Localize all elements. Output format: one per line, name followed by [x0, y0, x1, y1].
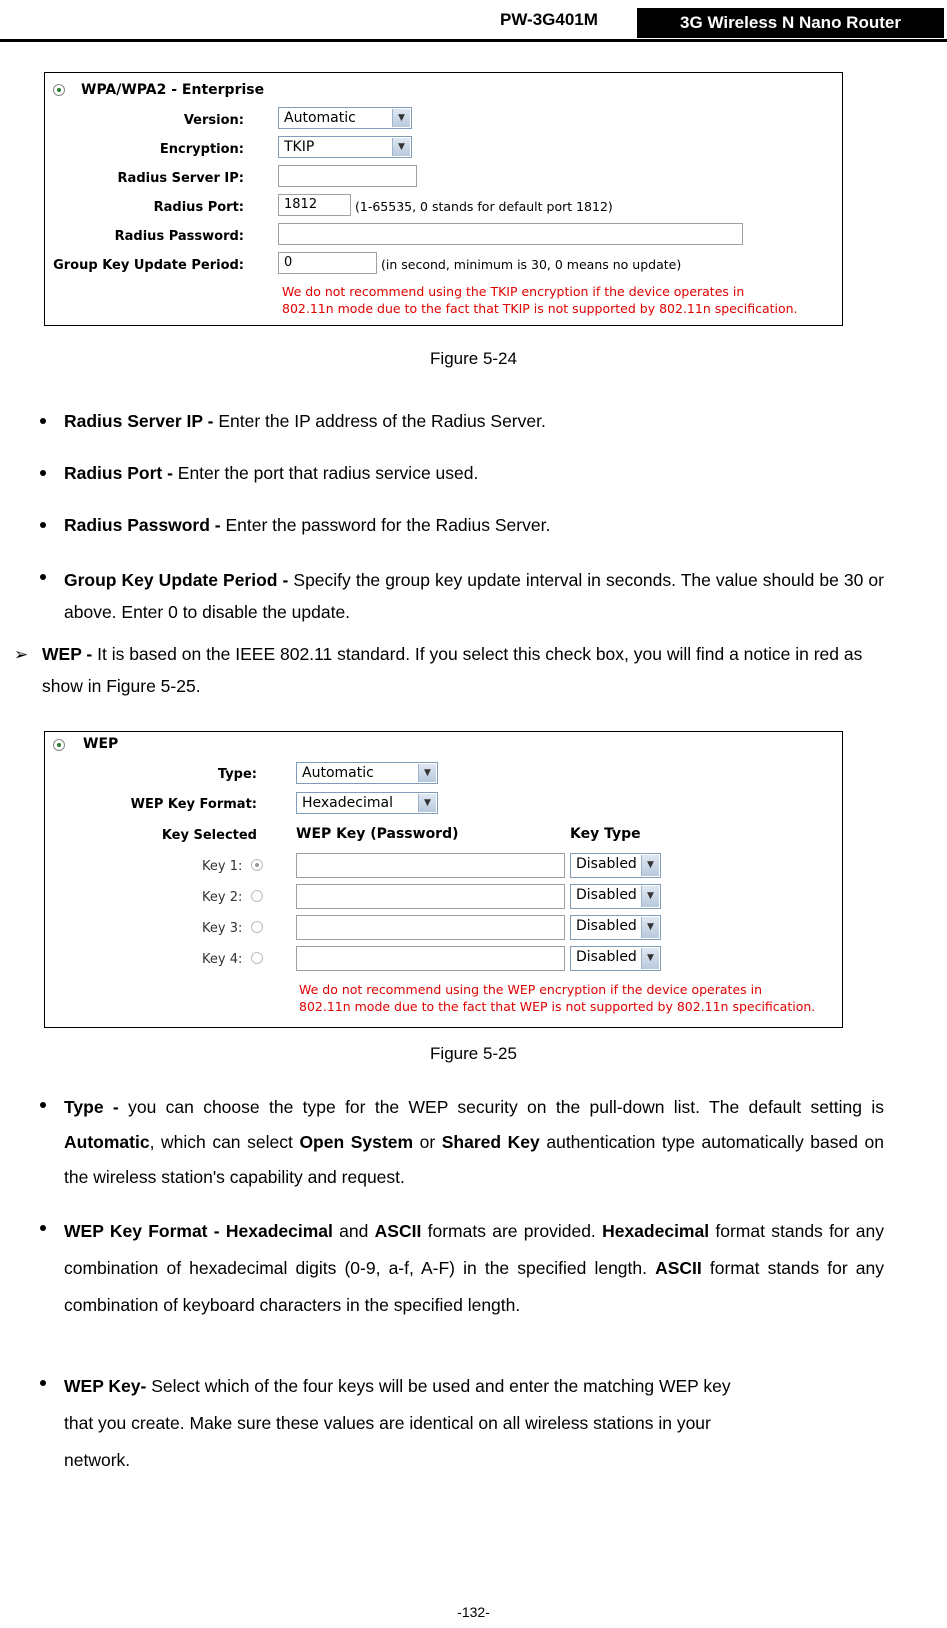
- bold-hexadecimal-2: Hexadecimal: [602, 1221, 710, 1241]
- key2-type-value: Disabled: [576, 887, 637, 903]
- wep-key-format-select[interactable]: [296, 792, 438, 814]
- bullet-text: that you create. Make sure these values are identical on all wireless stations in your: [64, 1413, 711, 1433]
- version-label: Version:: [183, 113, 244, 128]
- key-type-header: Key Type: [570, 826, 641, 842]
- bullet-dot: [40, 470, 46, 476]
- bold-hexadecimal: Hexadecimal: [225, 1221, 333, 1241]
- bullet-text: network.: [64, 1450, 131, 1470]
- bullet-term: WEP Key Format -: [64, 1221, 220, 1241]
- bullet-term: Group Key Update Period -: [64, 570, 289, 590]
- wep-intro-term: WEP -: [42, 644, 93, 664]
- radius-password-label: Radius Password:: [114, 229, 244, 244]
- wpa-enterprise-title: WPA/WPA2 - Enterprise: [81, 82, 265, 98]
- key1-type-select[interactable]: [570, 853, 661, 878]
- key-selected-header: Key Selected: [161, 828, 257, 843]
- key2-type-select[interactable]: [570, 884, 661, 909]
- wep-radio[interactable]: [53, 739, 65, 751]
- key3-type-value: Disabled: [576, 918, 637, 934]
- type-label: Type:: [217, 767, 257, 782]
- bullet-term: Radius Password -: [64, 515, 221, 535]
- bullet-radius-ip: [64, 408, 884, 434]
- bullet-dot: [40, 574, 46, 580]
- key4-type-value: Disabled: [576, 949, 637, 965]
- bullet-group-key: [64, 564, 884, 628]
- figure-25-caption: Figure 5-25: [430, 1044, 517, 1063]
- bullet-dot: [40, 1102, 46, 1108]
- chevron-down-icon: ▼: [418, 764, 436, 782]
- encryption-label: Encryption:: [159, 142, 244, 157]
- chevron-down-icon: ▼: [641, 886, 659, 907]
- page-number: -132-: [457, 1604, 490, 1620]
- figure-24-caption: Figure 5-24: [430, 349, 517, 368]
- radius-port-input[interactable]: 1812: [278, 194, 351, 216]
- bullet-wep-key-format: [64, 1213, 884, 1324]
- wep-warning-line2: 802.11n mode due to the fact that WEP is not supported by 802.11n specification.: [299, 999, 816, 1014]
- key1-radio[interactable]: [251, 859, 263, 871]
- header-rule: [0, 39, 947, 42]
- bullet-term: Radius Server IP -: [64, 411, 214, 431]
- key4-type-select[interactable]: [570, 946, 661, 971]
- key3-input[interactable]: [296, 915, 565, 940]
- figure-25-screenshot: [44, 731, 843, 1028]
- encryption-value: TKIP: [284, 139, 315, 155]
- bold-ascii-2: ASCII: [655, 1258, 702, 1278]
- chevron-down-icon: ▼: [641, 948, 659, 969]
- bullet-text: formats are provided.: [421, 1221, 603, 1241]
- radius-port-label: Radius Port:: [153, 200, 244, 215]
- chevron-down-icon: ▼: [641, 917, 659, 938]
- chevron-down-icon: ▼: [392, 109, 410, 127]
- wep-key-format-label: WEP Key Format:: [130, 797, 257, 812]
- figure-24-screenshot: [44, 72, 843, 326]
- wpa-enterprise-radio[interactable]: [53, 84, 65, 96]
- bullet-term: Type -: [64, 1097, 119, 1117]
- bullet-radius-password: [64, 512, 884, 538]
- chevron-down-icon: ▼: [392, 138, 410, 156]
- bullet-text: Enter the port that radius service used.: [172, 463, 479, 483]
- type-value: Automatic: [302, 765, 374, 781]
- bullet-text: Select which of the four keys will be used and enter the matching WEP key: [146, 1376, 731, 1396]
- arrow-bullet-icon: ➢: [14, 645, 29, 664]
- bullet-text: , which can select: [149, 1132, 300, 1152]
- key3-radio[interactable]: [251, 921, 263, 933]
- bold-open-system: Open System: [299, 1132, 414, 1152]
- radius-ip-input[interactable]: [278, 165, 417, 187]
- bullet-text: or: [413, 1132, 442, 1152]
- chevron-down-icon: ▼: [641, 855, 659, 876]
- wep-key-format-value: Hexadecimal: [302, 795, 393, 811]
- radius-port-hint: (1-65535, 0 stands for default port 1812): [355, 199, 613, 214]
- bullet-wep-key: [64, 1368, 884, 1479]
- header-model: PW-3G401M: [500, 10, 598, 29]
- bullet-text: and: [332, 1221, 375, 1241]
- bullet-text: format stands for any combination of hexadecimal digits (0-9, a-f, A-F) in the specified length.: [64, 1221, 884, 1278]
- key4-input[interactable]: [296, 946, 565, 971]
- group-key-hint: (in second, minimum is 30, 0 means no update): [381, 257, 682, 272]
- key2-input[interactable]: [296, 884, 565, 909]
- wep-key-header: WEP Key (Password): [296, 826, 459, 842]
- version-select[interactable]: [278, 107, 412, 129]
- key3-type-select[interactable]: [570, 915, 661, 940]
- group-key-input[interactable]: 0: [278, 252, 377, 274]
- key4-label: Key 4:: [202, 952, 243, 967]
- bullet-text: authentication type automatically based on the wireless station's capability and request.: [64, 1132, 885, 1187]
- bullet-radius-port: [64, 460, 884, 486]
- type-select[interactable]: [296, 762, 438, 784]
- tkip-warning-line2: 802.11n mode due to the fact that TKIP is not supported by 802.11n specification.: [282, 301, 798, 316]
- bullet-dot: [40, 1380, 46, 1386]
- wep-title: WEP: [83, 736, 119, 752]
- key2-radio[interactable]: [251, 890, 263, 902]
- bullet-text: you can choose the type for the WEP security on the pull-down list. The default setting is: [118, 1097, 884, 1117]
- bullet-term: WEP Key-: [64, 1376, 147, 1396]
- bullet-text: format stands for any combination of keyboard characters in the specified length.: [64, 1258, 884, 1315]
- wep-intro-text: It is based on the IEEE 802.11 standard. If you select this check box, you will find a notice in red as show in Figure 5-25.: [42, 644, 863, 696]
- bullet-dot: [40, 1225, 46, 1231]
- bullet-dot: [40, 522, 46, 528]
- chevron-down-icon: ▼: [418, 794, 436, 812]
- encryption-select[interactable]: [278, 136, 412, 158]
- bold-automatic: Automatic: [64, 1132, 150, 1152]
- bullet-text: Enter the password for the Radius Server.: [220, 515, 551, 535]
- version-value: Automatic: [284, 110, 356, 126]
- key3-label: Key 3:: [202, 921, 243, 936]
- tkip-warning-line1: We do not recommend using the TKIP encryption if the device operates in: [282, 284, 745, 299]
- key1-input[interactable]: [296, 853, 565, 878]
- bold-shared-key: Shared Key: [441, 1132, 540, 1152]
- radius-password-input[interactable]: [278, 223, 743, 245]
- header-product: 3G Wireless N Nano Router: [637, 8, 944, 38]
- bullet-type: [64, 1090, 884, 1195]
- key2-label: Key 2:: [202, 890, 243, 905]
- key4-radio[interactable]: [251, 952, 263, 964]
- bullet-text: Specify the group key update interval in seconds. The value should be 30 or above. Enter 0 to disable the update.: [64, 570, 884, 622]
- wep-warning-line1: We do not recommend using the WEP encryption if the device operates in: [299, 982, 763, 997]
- bullet-dot: [40, 418, 46, 424]
- radius-ip-label: Radius Server IP:: [117, 171, 244, 186]
- bullet-term: Radius Port -: [64, 463, 173, 483]
- bold-ascii: ASCII: [374, 1221, 422, 1241]
- wep-intro: [42, 638, 884, 702]
- bullet-text: Enter the IP address of the Radius Server.: [213, 411, 546, 431]
- key1-label: Key 1:: [202, 859, 243, 874]
- group-key-label: Group Key Update Period:: [53, 258, 244, 273]
- key1-type-value: Disabled: [576, 856, 637, 872]
